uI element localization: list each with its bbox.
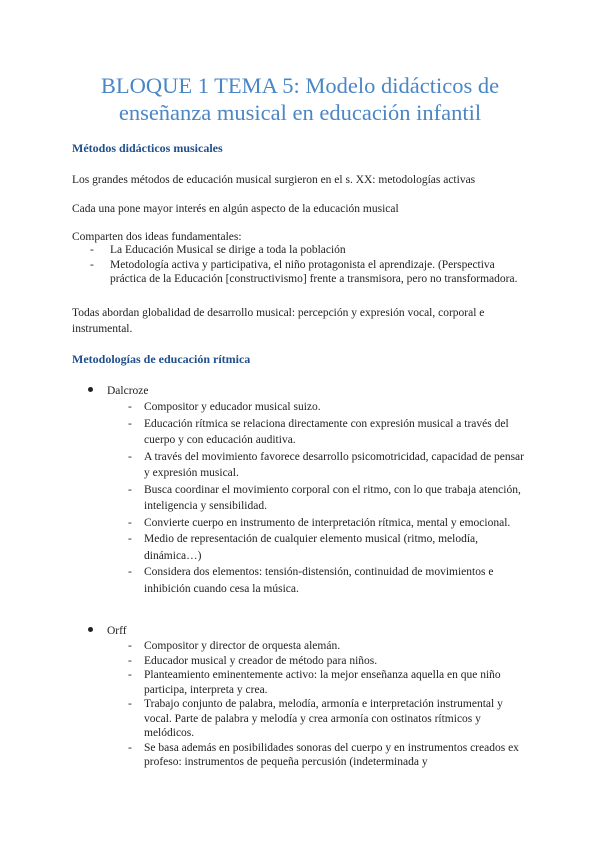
bullet-dot-icon (88, 627, 93, 632)
ideas-list (72, 243, 528, 287)
bullet-orff (88, 624, 127, 639)
list-item: - Convierte cuerpo en instrumento de interpretación rítmica, mental y emocional. (72, 515, 528, 532)
dalcroze-list (72, 399, 528, 597)
list-item: - Educación rítmica se relaciona directamente con expresión musical a través del cuerpo y con educación auditiva. (72, 416, 528, 449)
bullet-label: Orff (107, 625, 127, 637)
list-item: - Compositor y educador musical suizo. (72, 399, 528, 416)
paragraph-grandes-metodos: Los grandes métodos de educación musical surgieron en el s. XX: metodologías activas (72, 174, 476, 186)
title-line-2: enseñanza musical en educación infantil (118, 100, 482, 125)
bullet-dot-icon (88, 387, 93, 392)
list-item: - Considera dos elementos: tensión-distensión, continuidad de movimientos e inhibición cuando cesa la música. (72, 564, 528, 597)
section-heading-metodos: Métodos didácticos musicales (72, 141, 223, 155)
list-item: - Medio de representación de cualquier elemento musical (ritmo, melodía, dinámica…) (72, 531, 528, 564)
list-item: - Trabajo conjunto de palabra, melodía, armonía e interpretación instrumental y vocal. Parte de palabra y melodía y crea armonía con ostinatos rítmicos y melódicos. (72, 697, 528, 741)
paragraph-globalidad: Todas abordan globalidad de desarrollo musical: percepción y expresión vocal, corporal e instrumental. (72, 307, 485, 335)
paragraph-cada-una: Cada una pone mayor interés en algún aspecto de la educación musical (72, 203, 399, 215)
bullet-label: Dalcroze (107, 385, 149, 397)
paragraph-comparten: Comparten dos ideas fundamentales: (72, 231, 242, 243)
orff-list (72, 639, 528, 770)
list-item: - Metodología activa y participativa, el niño protagonista el aprendizaje. (Perspectiva práctica de la Educación [constructivismo] frente a transmisora, pero no transformadora. (72, 258, 528, 287)
document-title (72, 72, 528, 126)
list-item: - Se basa además en posibilidades sonoras del cuerpo y en instrumentos creados ex profeso: instrumentos de pequeña percusión (indeterminada y (72, 741, 528, 770)
list-item: - Planteamiento eminentemente activo: la mejor enseñanza aquella en que niño participa, interpreta y crea. (72, 668, 528, 697)
list-item: - Compositor y director de orquesta alemán. (72, 639, 528, 654)
list-item: - A través del movimiento favorece desarrollo psicomotricidad, capacidad de pensar y expresión musical. (72, 449, 528, 482)
list-item: - Busca coordinar el movimiento corporal con el ritmo, con lo que trabaja atención, inteligencia y sensibilidad. (72, 482, 528, 515)
title-line-1: BLOQUE 1 TEMA 5: Modelo didácticos de (100, 73, 500, 98)
section-heading-ritmica: Metodologías de educación rítmica (72, 352, 251, 366)
list-item: - La Educación Musical se dirige a toda la población (72, 243, 528, 258)
list-item: - Educador musical y creador de método para niños. (72, 654, 528, 669)
bullet-dalcroze (88, 384, 149, 399)
